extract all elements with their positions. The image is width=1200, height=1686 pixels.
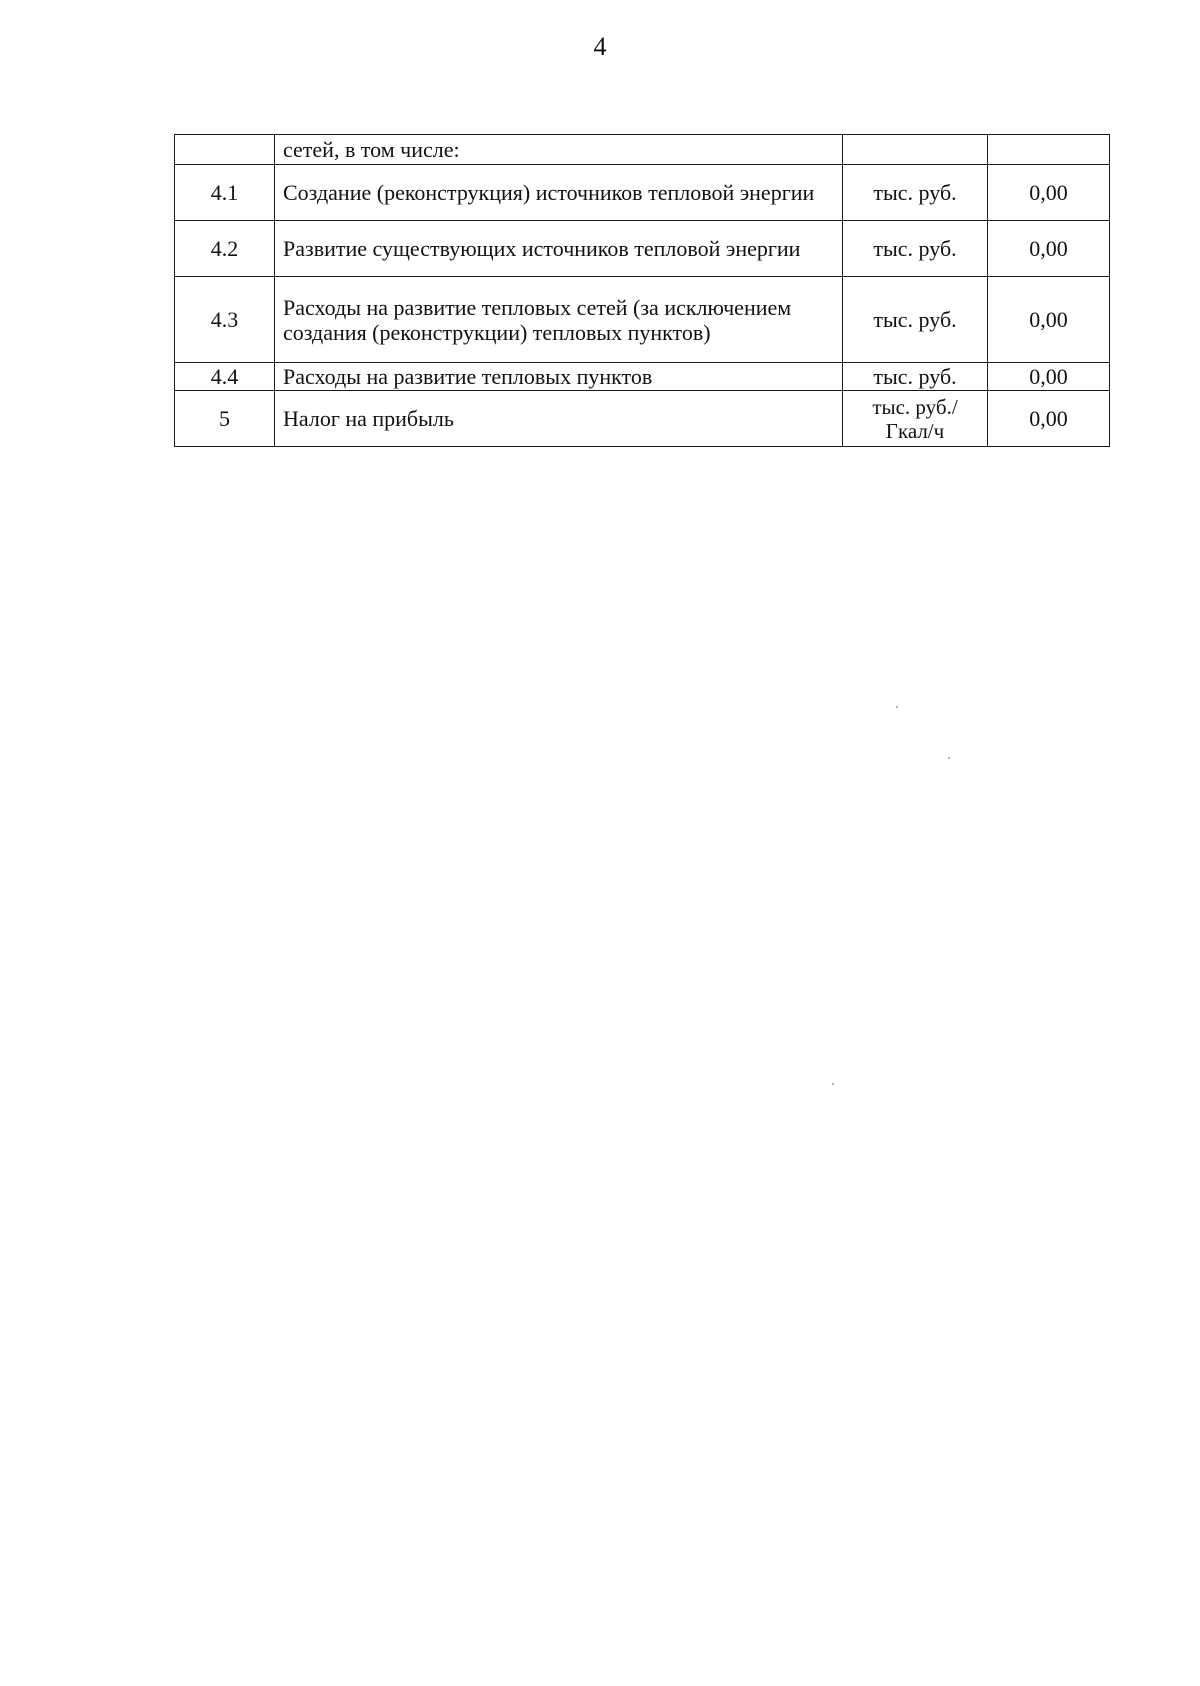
table-row: [175, 135, 1110, 165]
row-unit-cell: тыс. руб.: [843, 363, 988, 391]
page-number: 4: [593, 32, 607, 61]
scan-speck: [948, 757, 950, 759]
row-number-cell: 4.1: [175, 165, 275, 221]
cost-table: [174, 134, 1110, 447]
row-number-cell: 4.2: [175, 221, 275, 277]
scan-speck: [832, 1083, 834, 1085]
row-number-cell: 4.4: [175, 363, 275, 391]
row-name-cell: Развитие существующих источников тепловой энергии: [275, 221, 843, 277]
row-name-cell: сетей, в том числе:: [275, 135, 843, 165]
table-row: [175, 391, 1110, 447]
row-unit-cell: [843, 135, 988, 165]
row-number-cell: 5: [175, 391, 275, 447]
table-row: [175, 221, 1110, 277]
row-number-cell: [175, 135, 275, 165]
row-name-cell: Расходы на развитие тепловых сетей (за исключением создания (реконструкции) тепловых пунктов): [275, 277, 843, 363]
row-name-cell: Налог на прибыль: [275, 391, 843, 447]
row-value-cell: 0,00: [988, 363, 1110, 391]
row-name-cell: Расходы на развитие тепловых пунктов: [275, 363, 843, 391]
scan-speck: [896, 706, 898, 708]
row-value-cell: 0,00: [988, 221, 1110, 277]
row-number-cell: 4.3: [175, 277, 275, 363]
row-value-cell: 0,00: [988, 391, 1110, 447]
row-value-cell: 0,00: [988, 165, 1110, 221]
table-row: [175, 165, 1110, 221]
row-unit-cell: тыс. руб.: [843, 165, 988, 221]
table-row: [175, 277, 1110, 363]
row-unit-cell: тыс. руб.: [843, 221, 988, 277]
row-name-cell: Создание (реконструкция) источников тепловой энергии: [275, 165, 843, 221]
row-value-cell: [988, 135, 1110, 165]
row-unit-cell: тыс. руб./Гкал/ч: [843, 391, 988, 447]
row-value-cell: 0,00: [988, 277, 1110, 363]
row-unit-cell: тыс. руб.: [843, 277, 988, 363]
table-row: [175, 363, 1110, 391]
